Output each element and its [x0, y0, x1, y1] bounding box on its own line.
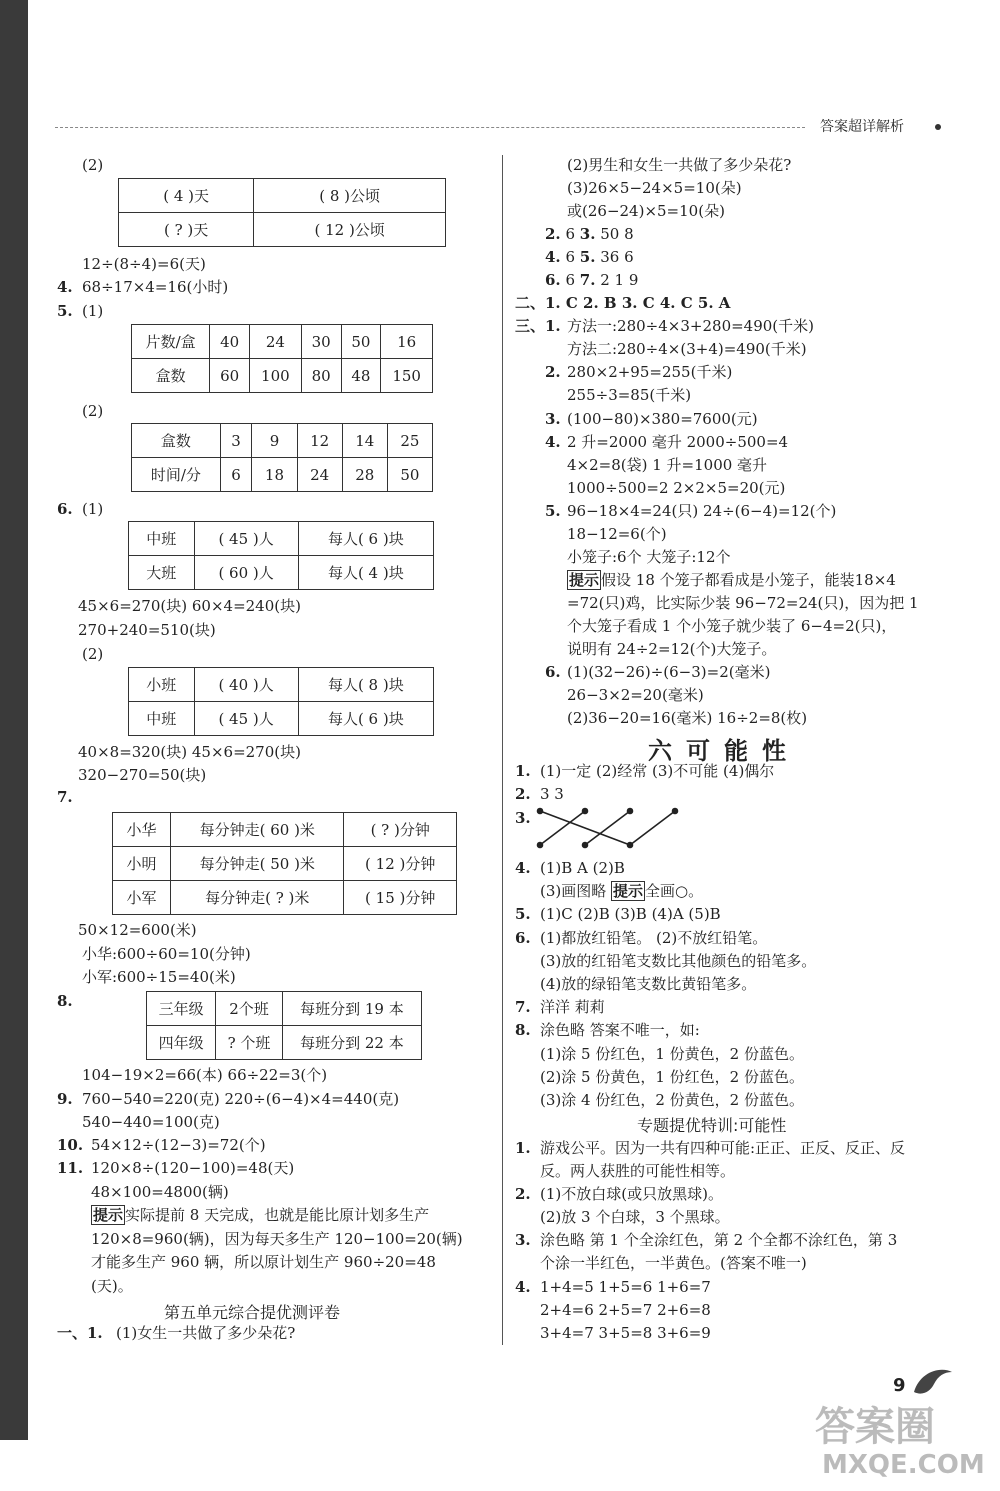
r6-num2: 7.: [579, 271, 596, 289]
r20-text: =72(只)鸡，比实际少装 96−72=24(只)，因为把 1: [567, 594, 919, 612]
r9-text: 方法二:280÷4×(3+4)=490(千米): [567, 340, 807, 358]
match-line: [540, 811, 630, 845]
p7-num: 4.: [515, 1278, 531, 1296]
r8-text: 方法一:280÷4×3+280=490(千米): [567, 317, 815, 335]
s4-num: 4.: [515, 859, 531, 877]
r10-num: 2.: [545, 363, 561, 381]
table-row: [132, 359, 433, 393]
tip-label: 提示: [93, 1206, 124, 1224]
table-cell: 50: [341, 325, 381, 359]
watermark-url: MXQE.COM: [822, 1450, 985, 1480]
r4-num2: 3.: [579, 225, 596, 243]
table-cell: ( 8 )公顷: [254, 179, 446, 213]
table-row: [129, 556, 434, 590]
s8-text: (3)放的红铅笔支数比其他颜色的铅笔多。: [540, 952, 817, 970]
table-cell: 盒数: [132, 359, 210, 393]
s7-text: (1)都放红铅笔。 (2)不放红铅笔。: [540, 929, 768, 947]
table-cell: 2个班: [216, 992, 283, 1026]
table-row: [132, 325, 433, 359]
table-row: [113, 813, 457, 847]
table-cell: 16: [381, 325, 433, 359]
r21-text: 个大笼子看成 1 个小笼子就少装了 6−4=2(只)，: [567, 617, 897, 635]
table-cell: 12: [297, 424, 342, 458]
q6-line2: 270+240=510(块): [78, 621, 216, 639]
table-row: [129, 702, 434, 736]
p8-text: 2+4=6 2+5=7 2+6=8: [540, 1301, 711, 1319]
table-cell: ( ? )天: [119, 213, 254, 247]
table-boxes-time: [131, 423, 433, 492]
q11-tip2: 120×8=960(辆)，因为每天多生产 120−100=20(辆): [91, 1230, 463, 1248]
table-class-blocks-1: [128, 521, 434, 590]
s3-num: 3.: [515, 809, 531, 827]
table-cell: 每人( 4 )块: [298, 556, 433, 590]
s12-text: (1)涂 5 份红色，1 份黄色，2 份蓝色。: [540, 1045, 804, 1063]
s1-num: 1.: [515, 762, 531, 780]
column-divider: [502, 155, 503, 1345]
table-walking-speed: [112, 812, 457, 915]
table-cell: 三年级: [147, 992, 216, 1026]
scan-edge: [0, 0, 28, 1440]
table-cell: 每人( 8 )块: [298, 668, 433, 702]
p6-text: 个涂一半红色，一半黄色。(答案不唯一): [540, 1254, 807, 1272]
r6-val2: 2 1 9: [600, 271, 639, 289]
table-cell: ( 15 )分钟: [344, 881, 457, 915]
q5-number: 5.: [57, 302, 73, 320]
r6-val: 6: [565, 271, 575, 289]
table-cell: 每人( 6 )块: [298, 702, 433, 736]
table-cell: 盒数: [132, 424, 221, 458]
r5-val: 6: [565, 248, 575, 266]
table-cell: 每人( 6 )块: [298, 522, 433, 556]
p1-num: 1.: [515, 1139, 531, 1157]
table-cell: ( 60 )人: [194, 556, 298, 590]
r11-text: 255÷3=85(千米): [567, 386, 692, 404]
table-cell: 小华: [113, 813, 171, 847]
r6-num: 6.: [545, 271, 561, 289]
q4-number: 4.: [57, 278, 73, 296]
table-cell: 150: [381, 359, 433, 393]
q6-sub1: (1): [82, 500, 104, 518]
table-pieces-boxes: [131, 324, 433, 393]
s2-text: 3 3: [540, 785, 564, 803]
p7-text: 1+4=5 1+5=6 1+6=7: [540, 1278, 711, 1296]
r10-text: 280×2+95=255(千米): [567, 363, 733, 381]
s13-text: (2)涂 5 份黄色，1 份红色，2 份蓝色。: [540, 1068, 804, 1086]
watermark-logo: 答案圈: [815, 1404, 935, 1450]
p3-num: 2.: [515, 1185, 531, 1203]
table-cell: 每分钟走( ? )米: [171, 881, 344, 915]
header-rule: [55, 127, 805, 128]
tip-text: 全画○。: [645, 882, 704, 900]
q6-line4: 320−270=50(块): [78, 766, 207, 784]
p5-text: 涂色略 第 1 个全涂红色，第 2 个全都不涂红色，第 3: [540, 1231, 898, 1249]
header-bullet-icon: [935, 124, 941, 130]
table-cell: 小班: [129, 668, 195, 702]
q11-tip4: (天)。: [91, 1277, 133, 1295]
table-row: [119, 213, 446, 247]
table-cell: 48: [341, 359, 381, 393]
table-row: [132, 424, 433, 458]
match-line: [630, 811, 675, 845]
table-cell: 中班: [129, 522, 195, 556]
header-title: 答案超详解析: [820, 119, 904, 135]
table-cell: 四年级: [147, 1026, 216, 1060]
table-cell: 18: [252, 458, 297, 492]
s6-num: 5.: [515, 905, 531, 923]
p2-text: 反。两人获胜的可能性相等。: [540, 1162, 736, 1180]
s6-text: (1)C (2)B (3)B (4)A (5)B: [540, 905, 721, 923]
table-cell: 时间/分: [132, 458, 221, 492]
s9-text: (4)放的绿铅笔支数比黄铅笔多。: [540, 975, 757, 993]
q7-line2: 小华:600÷60=10(分钟): [82, 945, 251, 963]
p1-text: 游戏公平。因为一共有四种可能:正正、正反、反正、反: [540, 1139, 906, 1157]
p4-text: (2)放 3 个白球，3 个黑球。: [540, 1208, 730, 1226]
q8-line1: 104−19×2=66(本) 66÷22=3(个): [82, 1066, 328, 1084]
r5-num2: 5.: [579, 248, 596, 266]
table-cell: 每班分到 19 本: [282, 992, 421, 1026]
q9-line1: 760−540=220(克) 220÷(6−4)×4=440(克): [82, 1090, 400, 1108]
q6-line3: 40×8=320(块) 45×6=270(块): [78, 743, 301, 761]
r15-text: 1000÷500=2 2×2×5=20(元): [567, 479, 786, 497]
table-cell: 小军: [113, 881, 171, 915]
table-cell: 每班分到 22 本: [282, 1026, 421, 1060]
s14-text: (3)涂 4 份红色，2 份黄色，2 份蓝色。: [540, 1091, 804, 1109]
q7-line1: 50×12=600(米): [78, 921, 197, 939]
q11-line1: 120×8÷(120−100)=48(天): [91, 1159, 295, 1177]
q3-equation: 12÷(8÷4)=6(天): [82, 255, 206, 273]
tip-label: 提示: [569, 571, 600, 589]
table-cell: 大班: [129, 556, 195, 590]
q11-line2: 48×100=4800(辆): [91, 1183, 229, 1201]
s10-text: 洋洋 莉莉: [540, 998, 605, 1016]
match-dot: [583, 843, 588, 848]
page-number: 9: [893, 1375, 906, 1396]
r-line1: (2)男生和女生一共做了多少朵花?: [567, 156, 792, 174]
table-cell: 40: [210, 325, 250, 359]
q11-tip3: 才能多生产 960 辆，所以原计划生产 960÷20=48: [91, 1253, 436, 1271]
tip-label: 提示: [613, 882, 644, 900]
table-cell: 每分钟走( 50 )米: [171, 847, 344, 881]
table-cell: ( 40 )人: [194, 668, 298, 702]
special-training-title: 专题提优特训:可能性: [637, 1116, 787, 1135]
r19-line: [567, 569, 896, 591]
q10-number: 10.: [57, 1136, 84, 1154]
p9-text: 3+4=7 3+5=8 3+6=9: [540, 1324, 711, 1342]
q10-line1: 54×12÷(12−3)=72(个): [91, 1136, 266, 1154]
table-cell: 9: [252, 424, 297, 458]
u5-q1-number: 一、1.: [57, 1324, 103, 1342]
r17-text: 18−12=6(个): [567, 525, 667, 543]
match-dot: [538, 843, 543, 848]
s2-num: 2.: [515, 785, 531, 803]
section-6-title: 六可能性: [648, 737, 800, 765]
q6-sub2: (2): [82, 645, 104, 663]
r-line5: [545, 246, 634, 268]
s5-text: (3)画图略: [540, 882, 612, 900]
table-row: [147, 992, 422, 1026]
table-row: [132, 458, 433, 492]
table-cell: ( 4 )天: [119, 179, 254, 213]
q6-number: 6.: [57, 500, 73, 518]
r4-val: 6: [565, 225, 575, 243]
r4-val2: 50 8: [600, 225, 634, 243]
r-line3: 或(26−24)×5=10(朵): [567, 202, 725, 220]
s7-num: 6.: [515, 929, 531, 947]
q7-number: 7.: [57, 788, 73, 806]
match-dot: [673, 809, 678, 814]
r24-text: 26−3×2=20(毫米): [567, 686, 704, 704]
r16-text: 96−18×4=24(只) 24÷(6−4)=12(个): [567, 502, 837, 520]
unit5-title: 第五单元综合提优测评卷: [164, 1303, 341, 1322]
table-cell: ( 45 )人: [194, 522, 298, 556]
r-line2: (3)26×5−24×5=10(朵): [567, 179, 742, 197]
q11-tip1: [91, 1204, 429, 1226]
r12-num: 3.: [545, 410, 561, 428]
r12-text: (100−80)×380=7600(元): [567, 410, 758, 428]
r8-num: 三、1.: [515, 317, 561, 335]
table-cell: 50: [387, 458, 432, 492]
match-line: [585, 811, 630, 845]
table-row: [129, 522, 434, 556]
table-cell: ? 个班: [216, 1026, 283, 1060]
table-cell: 24: [297, 458, 342, 492]
q6-line1: 45×6=270(块) 60×4=240(块): [78, 597, 301, 615]
table-grade-books: [146, 991, 422, 1060]
s11-num: 8.: [515, 1021, 531, 1039]
table-cell: 3: [220, 424, 252, 458]
q3-sub-label: (2): [82, 156, 104, 174]
s4-text: (1)B A (2)B: [540, 859, 625, 877]
table-cell: 25: [387, 424, 432, 458]
match-dot: [628, 843, 633, 848]
r-line4: [545, 223, 634, 245]
r5-num: 4.: [545, 248, 561, 266]
table-cell: ( ? )分钟: [344, 813, 457, 847]
table-cell: 80: [301, 359, 341, 393]
r14-text: 4×2=8(袋) 1 升=1000 毫升: [567, 456, 768, 474]
q7-line3: 小军:600÷15=40(米): [82, 968, 236, 986]
table-cell: 中班: [129, 702, 195, 736]
table-row: [113, 847, 457, 881]
table-cell: ( 45 )人: [194, 702, 298, 736]
table-cell: 28: [342, 458, 387, 492]
u5-q1-text: (1)女生一共做了多少朵花?: [116, 1324, 296, 1342]
tip-text: 实际提前 8 天完成，也就是能比原计划多生产: [125, 1206, 430, 1224]
r18-text: 小笼子:6个 大笼子:12个: [567, 548, 731, 566]
table-cell: ( 12 )分钟: [344, 847, 457, 881]
match-line: [540, 811, 585, 845]
s5-line: [540, 880, 703, 902]
q5-sub1: (1): [82, 302, 104, 320]
table-cell: 小明: [113, 847, 171, 881]
table-cell: ( 12 )公顷: [254, 213, 446, 247]
q9-number: 9.: [57, 1090, 73, 1108]
r16-num: 5.: [545, 502, 561, 520]
s10-num: 7.: [515, 998, 531, 1016]
match-dot: [538, 809, 543, 814]
r25-text: (2)36−20=16(毫米) 16÷2=8(枚): [567, 709, 808, 727]
r13-num: 4.: [545, 433, 561, 451]
r4-num: 2.: [545, 225, 561, 243]
table-cell: 30: [301, 325, 341, 359]
table-cell: 100: [250, 359, 302, 393]
r23-text: (1)(32−26)÷(6−3)=2(毫米): [567, 663, 771, 681]
table-cell: 每分钟走( 60 )米: [171, 813, 344, 847]
s1-text: (1)一定 (2)经常 (3)不可能 (4)偶尔: [540, 762, 775, 780]
match-dot: [583, 809, 588, 814]
r-line7: 二、1. C 2. B 3. C 4. C 5. A: [515, 294, 731, 312]
p5-num: 3.: [515, 1231, 531, 1249]
q8-number: 8.: [57, 992, 73, 1010]
match-dot: [628, 809, 633, 814]
table-cell: 60: [210, 359, 250, 393]
q11-number: 11.: [57, 1159, 84, 1177]
s11-text: 涂色略 答案不唯一，如:: [540, 1021, 700, 1039]
table-cell: 片数/盒: [132, 325, 210, 359]
q4-equation: 68÷17×4=16(小时): [82, 278, 229, 296]
r-line6: [545, 269, 638, 291]
p3-text: (1)不放白球(或只放黑球)。: [540, 1185, 723, 1203]
table-cell: 6: [220, 458, 252, 492]
table-cell: 24: [250, 325, 302, 359]
r23-num: 6.: [545, 663, 561, 681]
r22-text: 说明有 24÷2=12(个)大笼子。: [567, 640, 777, 658]
q5-sub2: (2): [82, 402, 104, 420]
r13-text: 2 升=2000 毫升 2000÷500=4: [567, 433, 789, 451]
table-row: [119, 179, 446, 213]
q9-line2: 540−440=100(克): [82, 1113, 220, 1131]
tip-text: 假设 18 个笼子都看成是小笼子，能装18×4: [601, 571, 896, 589]
r5-val2: 36 6: [600, 248, 634, 266]
table-cell: 14: [342, 424, 387, 458]
table-row: [113, 881, 457, 915]
table-row: [129, 668, 434, 702]
table-days-area: [118, 178, 446, 247]
table-class-blocks-2: [128, 667, 434, 736]
matching-lines-diagram: [535, 803, 685, 851]
table-row: [147, 1026, 422, 1060]
